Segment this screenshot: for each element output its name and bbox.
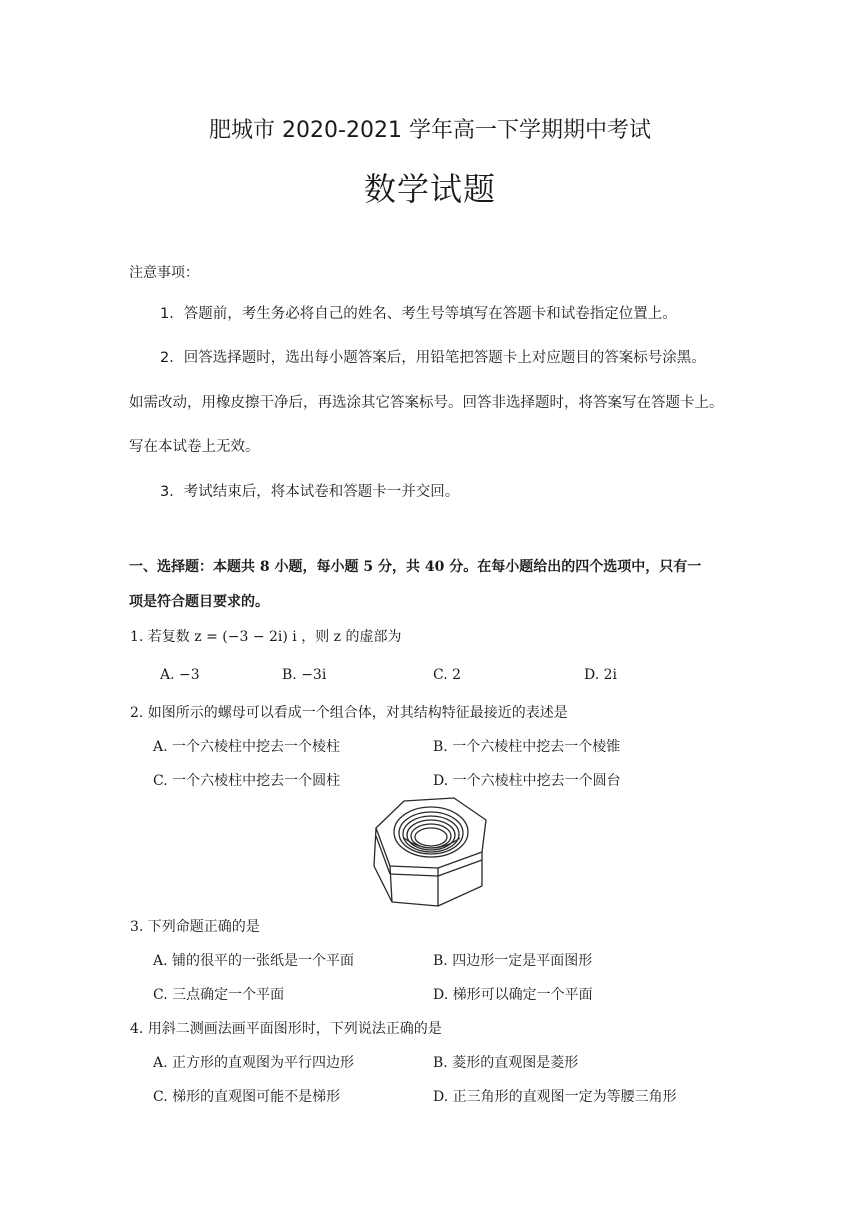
q3-option-d: D. 梯形可以确定一个平面 [433,987,593,1003]
q4-option-d: D. 正三角形的直观图一定为等腰三角形 [433,1089,677,1105]
question-1: 1. 若复数 z = (−3 − 2i) i ，则 z 的虚部为 [130,629,402,645]
q4-option-a: A. 正方形的直观图为平行四边形 [153,1055,355,1071]
q2-option-a: A. 一个六棱柱中挖去一个棱柱 [153,739,341,755]
q1-option-b: B. −3i [282,667,327,683]
q1-option-a: A. −3 [160,667,200,683]
q3-option-a: A. 铺的很平的一张纸是一个平面 [153,953,355,969]
notice-heading: 注意事项： [129,265,199,281]
q1-option-c: C. 2 [433,667,462,683]
q4-option-b: B. 菱形的直观图是菱形 [433,1055,579,1071]
notice-item-1: 1．答题前，考生务必将自己的姓名、考生号等填写在答题卡和试卷指定位置上。 [160,306,677,322]
q3-option-c: C. 三点确定一个平面 [153,987,285,1003]
hex-nut-icon [368,796,490,908]
q3-option-b: B. 四边形一定是平面图形 [433,953,593,969]
q4-option-c: C. 梯形的直观图可能不是梯形 [153,1089,341,1105]
q2-option-d: D. 一个六棱柱中挖去一个圆台 [433,773,621,789]
q2-option-c: C. 一个六棱柱中挖去一个圆柱 [153,773,341,789]
q1-option-d: D. 2i [584,667,618,683]
notice-item-2-end: 写在本试卷上无效。 [129,439,260,455]
section-heading: 一、选择题：本题共 8 小题，每小题 5 分，共 40 分。在每小题给出的四个选项中，只有一 [129,559,702,575]
notice-item-2: 2．回答选择题时，选出每小题答案后，用铅笔把答题卡上对应题目的答案标号涂黑。 [160,350,706,366]
exam-subject-title: 数学试题 [363,170,496,208]
question-3: 3. 下列命题正确的是 [130,919,260,935]
question-2: 2. 如图所示的螺母可以看成一个组合体，对其结构特征最接近的表述是 [130,705,568,721]
notice-item-3: 3．考试结束后，将本试卷和答题卡一并交回。 [160,484,460,500]
question-4: 4. 用斜二测画法画平面图形时，下列说法正确的是 [130,1021,442,1037]
q2-option-b: B. 一个六棱柱中挖去一个棱锥 [433,739,621,755]
section-heading-cont: 项是符合题目要求的。 [129,594,269,610]
notice-item-2-cont: 如需改动，用橡皮擦干净后，再选涂其它答案标号。回答非选择题时，将答案写在答题卡上。 [129,395,724,411]
exam-title: 肥城市 2020-2021 学年高一下学期期中考试 [209,118,651,143]
